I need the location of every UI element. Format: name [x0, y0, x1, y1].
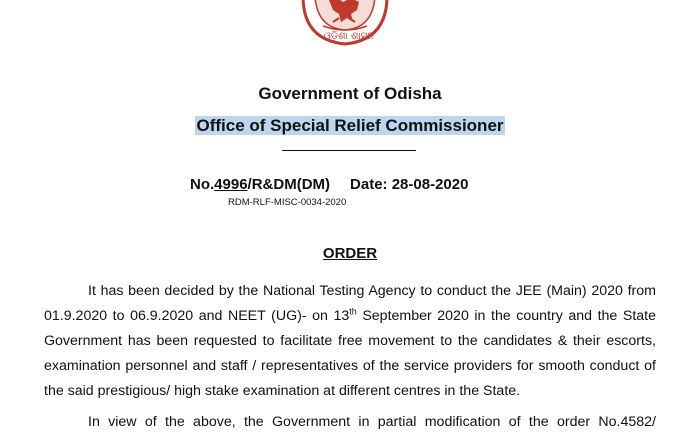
file-code: RDM-RLF-MISC-0034-2020	[228, 197, 347, 208]
paragraph-line: It has been decided by the National Testing Agency to conduct the JEE (Main) 2020 from	[88, 283, 656, 299]
heading-divider	[282, 150, 416, 151]
order-reference	[190, 176, 468, 193]
office-heading	[0, 116, 700, 136]
ordinal-suffix: th	[349, 306, 357, 317]
order-paragraph-1	[44, 279, 656, 404]
paragraph-text: 01.9.2020 to 06.9.2020 and NEET (UG)- on 13	[44, 308, 350, 324]
government-heading: Government of Odisha	[258, 84, 442, 103]
paragraph-line	[44, 304, 656, 329]
paragraph-text: September 2020 in the country and the State	[356, 308, 656, 324]
reference-number: 4996	[214, 176, 248, 193]
reference-suffix: /R&DM(DM)	[247, 176, 331, 193]
order-date: Date: 28-08-2020	[350, 176, 469, 193]
office-heading-text: Office of Special Relief Commissioner	[196, 116, 504, 135]
paragraph-line: Government has been requested to facilitate free movement to the candidates & their escorts,	[44, 333, 656, 349]
order-paragraph-2	[44, 410, 656, 435]
odisha-emblem	[293, 0, 397, 50]
order-title: ORDER	[322, 245, 378, 262]
paragraph-line: In view of the above, the Government in partial modification of the order No.4582/	[88, 414, 656, 430]
reference-prefix: No.	[190, 176, 215, 193]
emblem-caption: ଓଡ଼ିଶା ଶାସନ	[323, 31, 375, 42]
paragraph-line: the said prestigious/ high stake examination at different centres in the State.	[44, 383, 521, 399]
paragraph-line: examination personnel and staff / representatives of the service providers for smooth conduct of	[44, 358, 656, 374]
